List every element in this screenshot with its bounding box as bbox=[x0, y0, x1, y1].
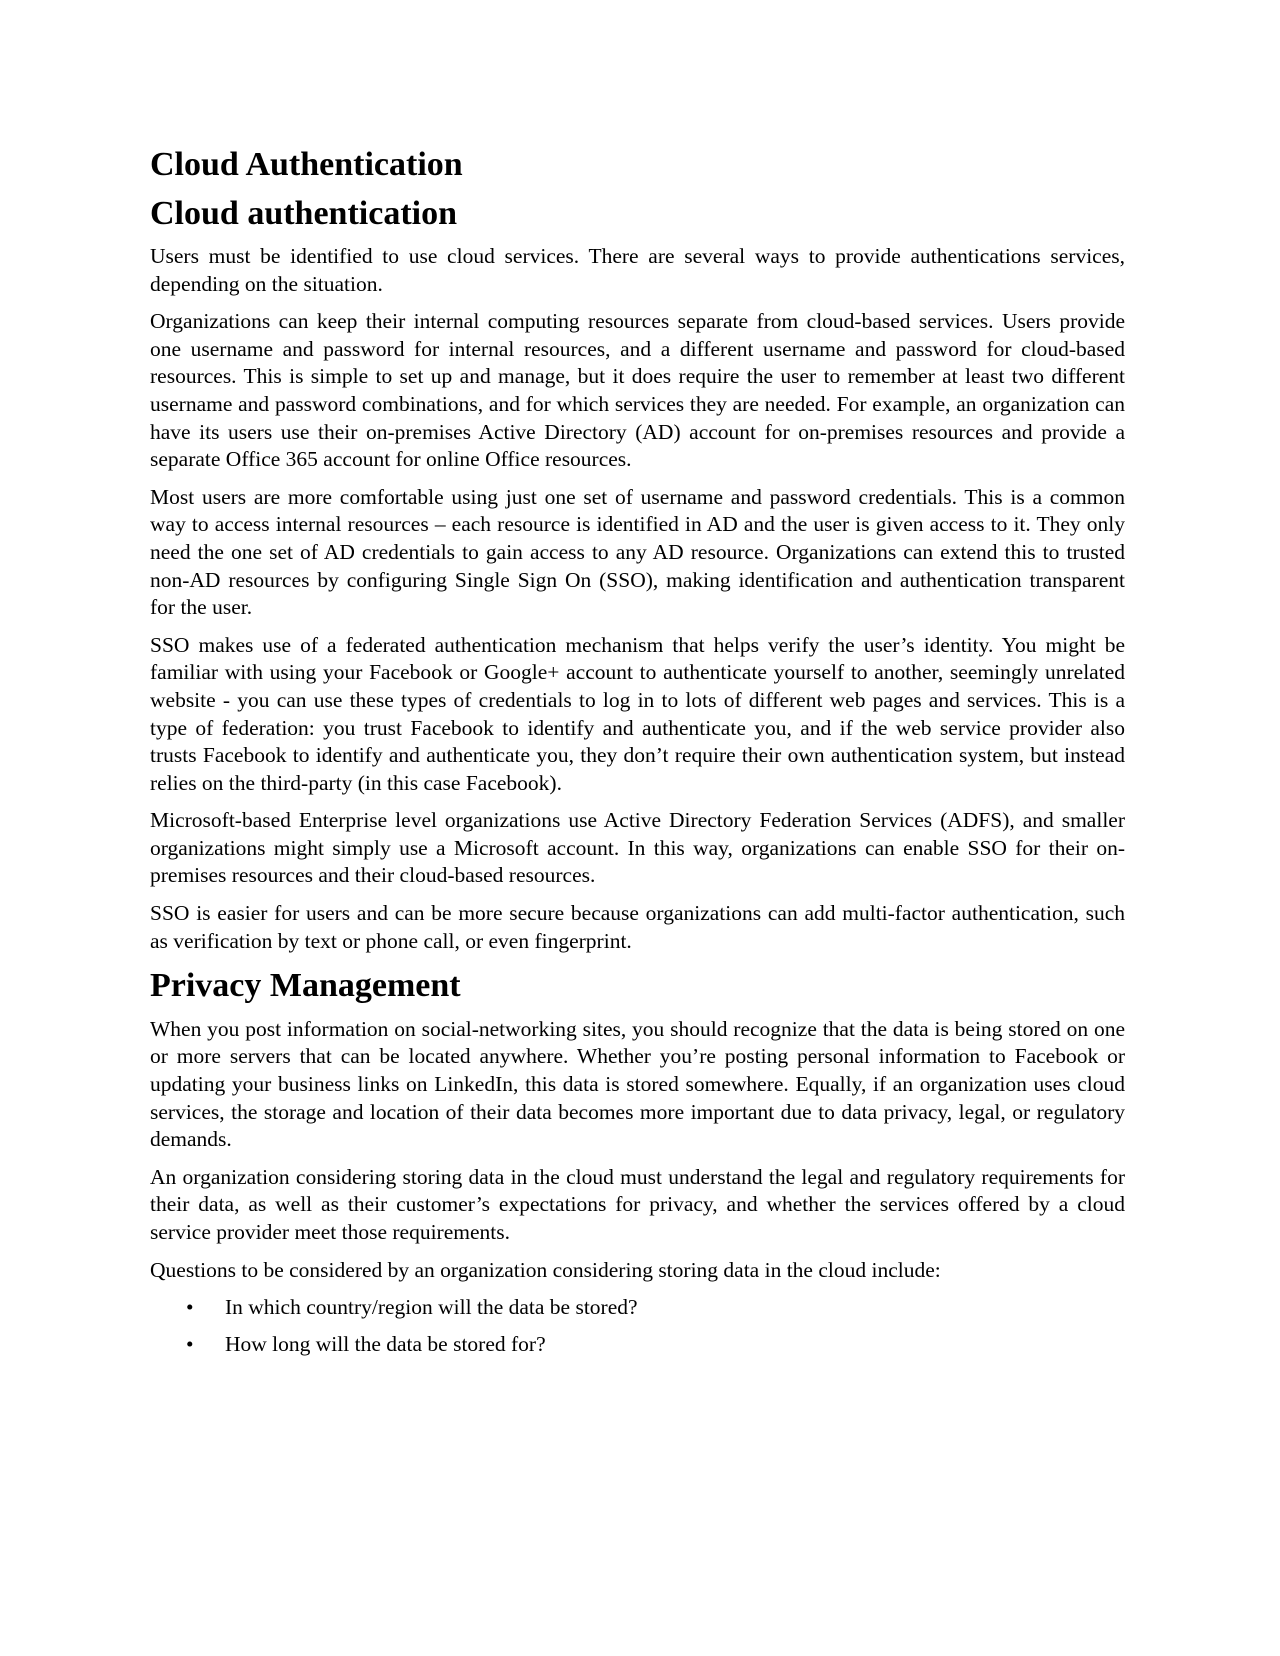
bullet-list bbox=[150, 1294, 1125, 1358]
paragraph: Users must be identified to use cloud services. There are several ways to provide authentications services, depending on the situation. bbox=[150, 244, 1125, 296]
section-heading: Cloud authentication bbox=[150, 194, 457, 232]
bullet-icon: • bbox=[186, 1331, 194, 1356]
list-item-text: How long will the data be stored for? bbox=[225, 1331, 546, 1356]
paragraph: Microsoft-based Enterprise level organizations use Active Directory Federation Services (ADFS), and smaller organizations might simply use a Microsoft account. In this way, organizations can enable SSO for their on-premises resources and their cloud-based resources. bbox=[150, 808, 1125, 888]
list-item bbox=[150, 1294, 1125, 1322]
paragraph: Organizations can keep their internal computing resources separate from cloud-based services. Users provide one username and password for internal resources, and a different username and password for cloud-based resources. This is simple to set up and manage, but it does require the user to remember at least two different username and password combinations, and for which services they are needed. For example, an organization can have its users use their on-premises Active Directory (AD) account for on-premises resources and provide a separate Office 365 account for online Office resources. bbox=[150, 309, 1125, 472]
list-item bbox=[150, 1331, 1125, 1359]
paragraph: SSO makes use of a federated authentication mechanism that helps verify the user’s identity. You might be familiar with using your Facebook or Google+ account to authenticate yourself to another, seemingly unrelated website - you can use these types of credentials to log in to lots of different web pages and services. This is a type of federation: you trust Facebook to identify and authenticate you, and if the web service provider also trusts Facebook to identify and authenticate you, they don’t require their own authentication system, but instead relies on the third-party (in this case Facebook). bbox=[150, 632, 1125, 795]
paragraph: An organization considering storing data in the cloud must understand the legal and regulatory requirements for their data, as well as their customer’s expectations for privacy, and whether the services offered by a cloud service provider meet those requirements. bbox=[150, 1164, 1125, 1244]
section-cloud-authentication bbox=[150, 193, 1125, 956]
section-heading: Privacy Management bbox=[150, 967, 461, 1005]
section-privacy-management bbox=[150, 965, 1125, 1358]
bullet-icon: • bbox=[186, 1295, 194, 1320]
paragraph: When you post information on social-networking sites, you should recognize that the data is being stored on one or more servers that can be located anywhere. Whether you’re posting personal information to Facebook or updating your business links on LinkedIn, this data is stored somewhere. Equally, if an organization uses cloud services, the storage and location of their data becomes more important due to data privacy, legal, or regulatory demands. bbox=[150, 1016, 1125, 1152]
paragraph: SSO is easier for users and can be more secure because organizations can add multi-factor authentication, such as verification by text or phone call, or even fingerprint. bbox=[150, 901, 1125, 953]
document-title: Cloud Authentication bbox=[150, 146, 463, 183]
list-item-text: In which country/region will the data be stored? bbox=[225, 1295, 638, 1320]
paragraph: Most users are more comfortable using just one set of username and password credentials. This is a common way to access internal resources – each resource is identified in AD and the user is given access to it. They only need the one set of AD credentials to gain access to any AD resource. Organizations can extend this to trusted non-AD resources by configuring Single Sign On (SSO), making identification and authentication transparent for the user. bbox=[150, 484, 1125, 620]
document-body bbox=[150, 144, 1125, 1367]
paragraph: Questions to be considered by an organization considering storing data in the cloud include: bbox=[150, 1257, 941, 1282]
